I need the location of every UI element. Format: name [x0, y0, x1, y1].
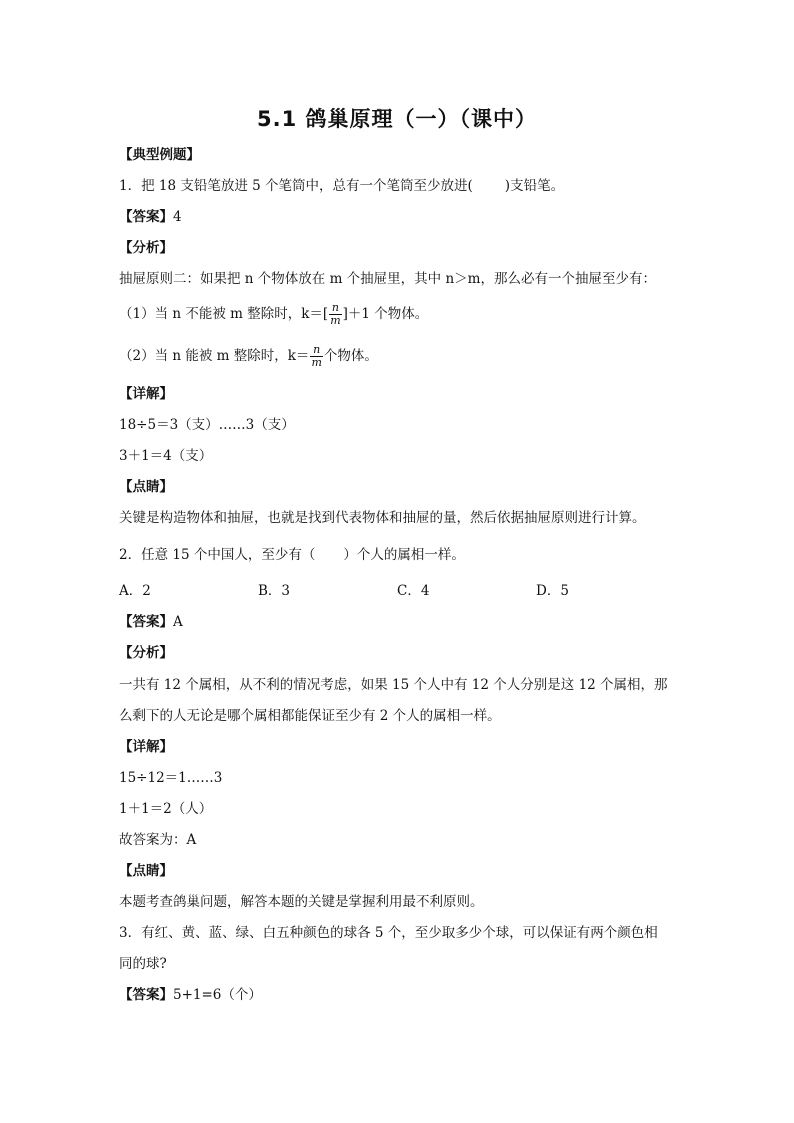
case-2-tail: 个物体。 — [323, 348, 378, 364]
q1-case-1 — [119, 300, 428, 328]
q3-answer — [119, 986, 262, 1004]
q3-question-2: 同的球? — [119, 956, 167, 972]
answer-value: 4 — [173, 209, 182, 225]
q1-answer — [119, 208, 182, 226]
q2-option-d: D．5 — [536, 583, 569, 599]
q2-answer — [119, 613, 183, 631]
q1-question-tail: )支铅笔。 — [504, 178, 565, 194]
q1-detail-1: 18÷5＝3（支）……3（支） — [119, 417, 295, 433]
q2-option-c: C．4 — [397, 583, 430, 599]
fraction-n-over-m — [329, 302, 341, 327]
q2-analysis-1: 一共有 12 个属相，从不利的情况考虑，如果 15 个人中有 12 个人分别是这 12 个属相，那 — [119, 677, 668, 693]
fraction-numerator: n — [329, 302, 341, 315]
page-title: 5.1 鸽巢原理（一）（课中） — [256, 107, 537, 131]
q2-detail-3: 故答案为：A — [119, 832, 197, 848]
case-1-text: （1）当 n 不能被 m 整除时，k＝[ — [119, 306, 329, 322]
answer-tag: 【答案】 — [119, 614, 173, 630]
fraction-numerator: n — [310, 344, 322, 357]
q1-comment-tag: 【点睛】 — [119, 479, 173, 495]
answer-value: A — [173, 614, 183, 630]
q1-case-2 — [119, 342, 378, 370]
q2-detail-tag: 【详解】 — [119, 739, 173, 755]
q2-detail-1: 15÷12＝1……3 — [119, 770, 223, 786]
case-1-tail: ]＋1 个物体。 — [342, 306, 429, 322]
q1-detail-2: 3＋1＝4（支） — [119, 448, 213, 464]
answer-tag: 【答案】 — [119, 987, 173, 1003]
q2-comment-tag: 【点睛】 — [119, 863, 173, 879]
q1-comment: 关键是构造物体和抽屉，也就是找到代表物体和抽屉的量，然后依据抽屉原则进行计算。 — [119, 510, 646, 526]
fraction-denominator: m — [330, 314, 341, 327]
q1-question-text: 1．把 18 支铅笔放进 5 个笔筒中，总有一个笔筒至少放进( — [119, 178, 473, 194]
q2-question — [119, 546, 465, 564]
q1-question — [119, 177, 564, 195]
q2-option-b: B．3 — [258, 583, 291, 599]
q1-analysis-text: 抽屉原则二：如果把 n 个物体放在 m 个抽屉里，其中 n＞m，那么必有一个抽屉至少有： — [119, 271, 656, 287]
fraction-n-over-m — [310, 344, 322, 369]
q2-analysis-tag: 【分析】 — [119, 645, 173, 661]
q2-option-a: A．2 — [119, 583, 151, 599]
q1-detail-tag: 【详解】 — [119, 386, 173, 402]
answer-tag: 【答案】 — [119, 209, 173, 225]
section-heading: 【典型例题】 — [119, 147, 200, 163]
fraction-denominator: m — [311, 356, 322, 369]
q2-detail-2: 1＋1＝2（人） — [119, 801, 213, 817]
q2-comment: 本题考查鸽巢问题，解答本题的关键是掌握利用最不利原则。 — [119, 894, 484, 910]
q2-question-tail: ）个人的属相一样。 — [343, 547, 465, 563]
q2-analysis-2: 么剩下的人无论是哪个属相都能保证至少有 2 个人的属相一样。 — [119, 708, 501, 724]
q1-analysis-tag: 【分析】 — [119, 240, 173, 256]
answer-value: 5+1=6（个） — [173, 987, 262, 1003]
q3-question-1: 3．有红、黄、蓝、绿、白五种颜色的球各 5 个，至少取多少个球，可以保证有两个颜色相 — [119, 925, 658, 941]
q2-question-text: 2．任意 15 个中国人，至少有（ — [119, 547, 316, 563]
case-2-text: （2）当 n 能被 m 整除时，k＝ — [119, 348, 310, 364]
